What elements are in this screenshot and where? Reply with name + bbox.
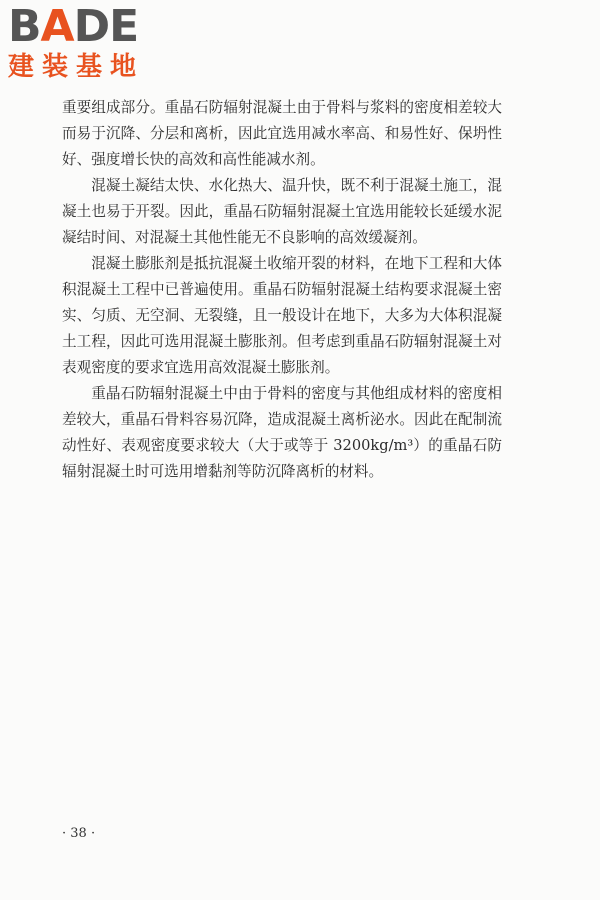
paragraph-3: 混凝土膨胀剂是抵抗混凝土收缩开裂的材料，在地下工程和大体积混凝土工程中已普遍使用。重晶石防辐射混凝土结构要求混凝土密实、匀质、无空洞、无裂缝，且一般设计在地下，大多为大体积混凝土工程，因此可选用混凝土膨胀剂。但考虑到重晶石防辐射混凝土对表观密度的要求宜选用高效混凝土膨胀剂。 <box>62 255 502 376</box>
logo-letters-de: DE <box>73 1 139 52</box>
logo-subtitle: 建装基地 <box>8 52 145 82</box>
logo-letter-b: B <box>8 1 41 52</box>
bade-logo <box>8 1 178 82</box>
logo-wordmark <box>8 1 178 52</box>
page-body <box>62 95 502 485</box>
paragraph-2: 混凝土凝结太快、水化热大、温升快，既不利于混凝土施工，混凝土也易于开裂。因此，重晶石防辐射混凝土宜选用能较长延缓水泥凝结时间、对混凝土其他性能无不良影响的高效缓凝剂。 <box>62 177 502 246</box>
page-number: · 38 · <box>62 826 96 841</box>
logo-letter-a: A <box>40 1 74 52</box>
paragraph-4: 重晶石防辐射混凝土中由于骨料的密度与其他组成材料的密度相差较大，重晶石骨料容易沉降，造成混凝土离析泌水。因此在配制流动性好、表观密度要求较大（大于或等于 3200kg/m³）的重晶石防辐射混凝土时可选用增黏剂等防沉降离析的材料。 <box>62 385 502 480</box>
paragraph-1: 重要组成部分。重晶石防辐射混凝土由于骨料与浆料的密度相差较大而易于沉降、分层和离析，因此宜选用减水率高、和易性好、保坍性好、强度增长快的高效和高性能减水剂。 <box>62 99 502 168</box>
